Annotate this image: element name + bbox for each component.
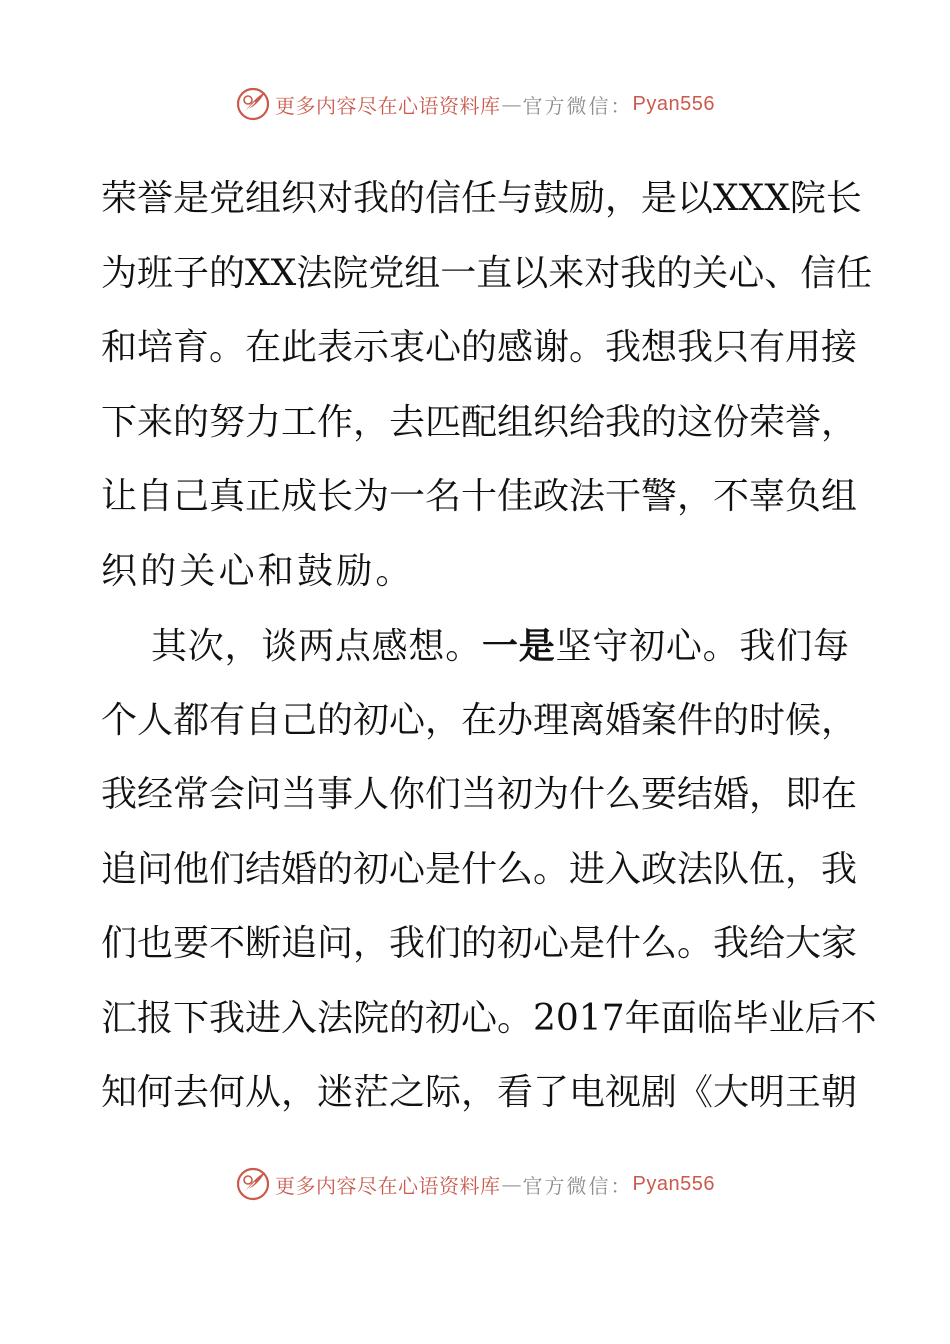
paragraph-1-line-3: 和培育。在此表示衷心的感谢。我想我只有用接 (101, 327, 858, 368)
paragraph-2-line-4: 追问他们结婚的初心是什么。进入政法队伍，我 (101, 848, 858, 890)
paragraph-2-intro: 其次，谈两点感想。 (151, 626, 482, 667)
paragraph-2-line-5: 们也要不断追问，我们的初心是什么。我给大家 (101, 923, 858, 964)
paragraph-2-line-2: 个人都有自己的初心，在办理离婚案件的时候， (101, 699, 858, 741)
banner-wechat-id: Pyan556 (632, 1172, 715, 1195)
banner-wechat-label: 官方微信： (522, 93, 633, 118)
paragraph-1-line-2: 为班子的XX法院党组一直以来对我的关心、信任 (101, 252, 873, 294)
banner-separator: — (501, 92, 522, 116)
paragraph-2-line-7: 知何去何从，迷茫之际，看了电视剧《大明王朝 (101, 1072, 858, 1113)
header-banner (0, 84, 950, 124)
body-text (101, 162, 877, 1131)
paragraph-2-line-3: 我经常会问当事人你们当初为什么要结婚，即在 (101, 774, 858, 815)
banner-wechat-label: 官方微信： (522, 1173, 633, 1198)
paragraph-2-intro-rest: 坚守初心。我们每 (555, 626, 849, 667)
paragraph-1-line-6: 织的关心和鼓励。 (101, 550, 415, 592)
banner-wechat-id: Pyan556 (632, 92, 715, 115)
paragraph-2-bold-marker: 一是 (481, 625, 556, 667)
quill-circle-logo-icon (235, 1166, 271, 1202)
paragraph-2-line-6: 汇报下我进入法院的初心。2017年面临毕业后不 (101, 997, 877, 1039)
paragraph-1-line-5: 让自己真正成长为一名十佳政法干警，不辜负组 (101, 476, 858, 517)
paragraph-1-line-4: 下来的努力工作，去匹配组织给我的这份荣誉， (101, 401, 858, 443)
footer-banner (0, 1164, 950, 1204)
banner-text: 更多内容尽在心语资料库 (275, 1173, 501, 1198)
paragraph-2-line-1 (101, 609, 849, 684)
paragraph-1-line-1: 荣誉是党组织对我的信任与鼓励，是以XXX院长 (101, 178, 862, 219)
banner-text: 更多内容尽在心语资料库 (275, 93, 501, 118)
quill-circle-logo-icon (235, 86, 271, 122)
banner-separator: — (501, 1172, 522, 1196)
